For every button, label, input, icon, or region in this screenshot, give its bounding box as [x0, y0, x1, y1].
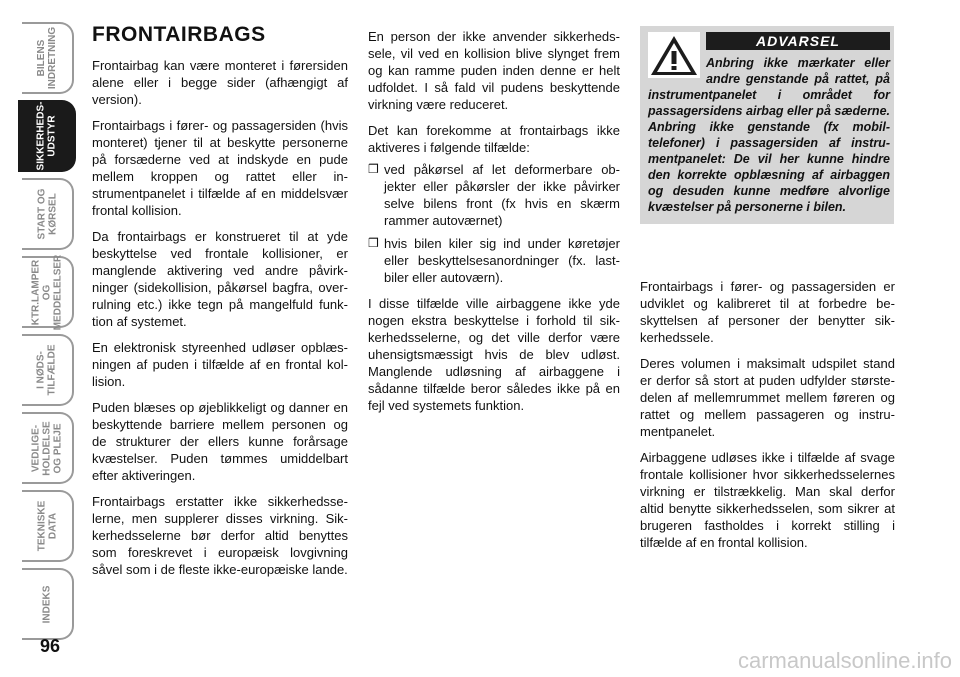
tab-bilens-indretning[interactable] [22, 22, 74, 94]
list-item-text: ved påkørsel af let deformerbare objekter eller påkørsler der ikke påvirker selve bilens front (fx hvis en skærm rammer autoværnet) [384, 162, 620, 228]
paragraph: En person der ikke anvender sikkerhedssele, vil ved en kollision blive slynget frem og kan ramme puden inden denne er helt udfoldet. I så fald vil pudens beskyttende virkning være reduceret. [368, 29, 620, 112]
column-3 [640, 278, 895, 560]
list-item [368, 161, 620, 229]
column-1 [92, 23, 348, 587]
tab-label: I NØDS- TILFÆLDE [36, 344, 59, 396]
warning-title: ADVARSEL [706, 32, 890, 50]
tab-sikkerhedsudstyr[interactable] [18, 100, 76, 172]
paragraph: Frontairbags i fører- og passagersiden (hvis monteret) tjener til at beskytte personerne på forsæderne ved at indskyde en pude mellem kroppen og rattet eller instrumentpanelet i tilfælde af en middelsvær frontal kollision. [92, 118, 348, 218]
section-heading: FRONTAIRBAGS [92, 23, 266, 46]
paragraph: Det kan forekomme at frontairbags ikke aktiveres i følgende tilfælde: [368, 123, 620, 155]
tab-label: SIKKERHEDS- UDSTYR [35, 101, 57, 171]
checkbox-bullet-icon: ❒ [368, 162, 379, 176]
page-number: 96 [40, 636, 61, 656]
tab-label: START OG KØRSEL [36, 188, 58, 240]
chapter-tabs [0, 0, 78, 640]
paragraph: I disse tilfælde ville airbaggene ikke yde nogen ekstra beskyttelse i forhold til sikkerhedsselerne, og det ville derfor være uhensigtsmæssigt hvis de blev udløst. Manglende udløsning af airbaggene i sådanne tilfælde beror således ikke på en fejl ved systemets funktion. [368, 296, 620, 413]
list-item [368, 235, 620, 286]
tab-i-nodstilfaelde[interactable] [22, 334, 74, 406]
tab-vedligeholdelse[interactable] [22, 412, 74, 484]
paragraph: Frontairbags i fører- og passagersiden er udviklet og kalibreret til at forbedre beskyttelsen af personer der benytter sikkerhedssele. [640, 279, 895, 345]
column-2 [368, 28, 620, 423]
warning-text-block [648, 55, 890, 215]
list-item-text: hvis bilen kiler sig ind under køretøjer eller beskyttelsesanordninger (fx. lastbiler eller autoværn). [384, 236, 620, 285]
tab-label: KTR.LAMPER OG MEDDELELSER [30, 254, 64, 330]
warning-box [640, 26, 894, 224]
paragraph: Da frontairbags er konstrueret til at yde beskyttelse ved frontale kollisioner, er manglende aktivering ved andre påvirkninger (sidekollision, påkørsel bagfra, overrulning etc.) ikke tegn på mangelfuld funktion af systemet. [92, 229, 348, 329]
tab-label: VEDLIGE- HOLDELSE OG PLEJE [30, 420, 64, 476]
paragraph: Frontairbags erstatter ikke sikkerhedsselerne, men supplerer disses virkning. Sikkerhedsselerne bør derfor altid benyttes som foreskrevet i europæisk lovgivning såvel som i de fleste ikke-europæiske lande. [92, 494, 348, 577]
paragraph: Puden blæses op øjeblikkeligt og danner en beskyttende barriere mellem personen og de strukturer der ellers kunne forårsage kvæstelser. Puden tømmes umiddelbart efter aktiveringen. [92, 400, 348, 483]
tab-start-og-korsel[interactable] [22, 178, 74, 250]
paragraph: En elektronisk styreenhed udløser opblæsningen af puden i tilfælde af en frontal kollision. [92, 340, 348, 389]
watermark: carmanualsonline.info [737, 648, 952, 673]
tab-tekniske-data[interactable] [22, 490, 74, 562]
tab-label: TEKNISKE DATA [36, 500, 58, 552]
tab-label: BILENS INDRETNING [36, 26, 59, 90]
paragraph: Deres volumen i maksimalt udspilet stand er derfor så stort at puden udfylder størstedelen af mellemrummet mellem føreren og rattet og mellem passageren og instrumentpanelet. [640, 356, 895, 439]
paragraph: Airbaggene udløses ikke i tilfælde af svage frontale kollisioner hvor sikkerhedsselernes virkning er tilstrækkelig. Man skal derfor altid benytte sikkerhedsselen, som sikrer at brugeren fastholdes i korrekt stilling i tilfælde af en frontal kollision. [640, 450, 895, 550]
tab-indeks[interactable] [22, 568, 74, 640]
tab-label: INDEKS [41, 585, 53, 623]
tab-kontrollamper[interactable] [22, 256, 74, 328]
paragraph: Frontairbag kan være monteret i førersiden alene eller i begge sider (afhængigt af version). [92, 58, 348, 107]
checkbox-bullet-icon: ❒ [368, 236, 379, 250]
warning-text: Anbring ikke mærkater eller andre genstande på rattet, på instrumentpanelet i området for passagersidens airbag eller på sæderne. Anbring ikke genstande (fx mobiltelefoner) i passagersiden af instrumentpanelet: De vil her kunne hindre den korrekte opblæsning af airbaggen og desuden kunne medføre alvorlige kvæstelser på personerne i bilen. [648, 56, 890, 214]
